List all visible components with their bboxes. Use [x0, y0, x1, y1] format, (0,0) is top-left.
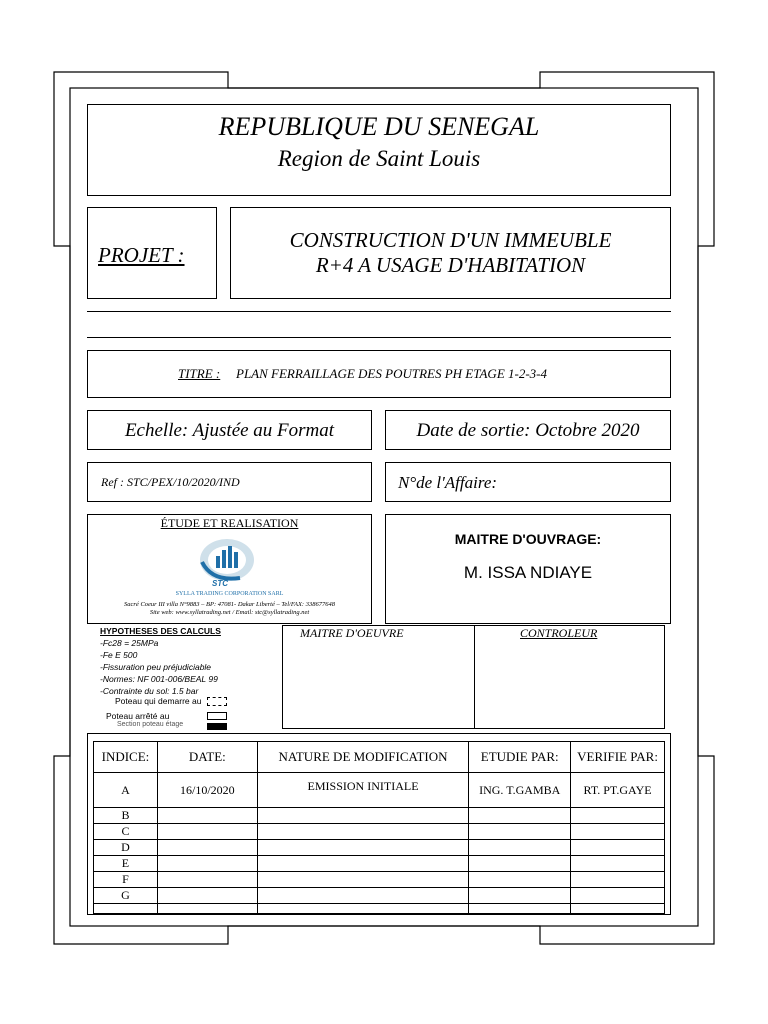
hypotheses-list: [100, 637, 218, 697]
table-row: [94, 904, 665, 914]
cell-indice: F: [94, 872, 158, 888]
release-date: Date de sortie: Octobre 2020: [416, 420, 640, 441]
cell-etudie: ING. T.GAMBA: [469, 773, 571, 808]
table-row: [94, 872, 665, 888]
cell-indice: A: [94, 773, 158, 808]
legend-stop-label: Poteau arrêté au: [106, 711, 170, 721]
header-indice: INDICE:: [94, 742, 158, 773]
hypotheses-heading: HYPOTHESES DES CALCULS: [100, 626, 221, 636]
legend-start-label: Poteau qui demarre au: [115, 696, 202, 706]
reference-text: Ref : STC/PEX/10/2020/IND: [101, 475, 240, 489]
legend-start-symbol: [207, 697, 227, 706]
cell-indice: G: [94, 888, 158, 904]
separator-line: [87, 337, 671, 338]
table-row: [94, 808, 665, 824]
header-verifie: VERIFIE PAR:: [571, 742, 665, 773]
legend-stop-symbol: [207, 712, 227, 720]
hypothesis-item: -Normes: NF 001-006/BEAL 99: [100, 674, 218, 684]
scale-text: Echelle: Ajustée au Format: [124, 420, 335, 441]
owner-heading: MAITRE D'OUVRAGE:: [454, 531, 602, 547]
cell-indice: D: [94, 840, 158, 856]
company-address: Sacré Coeur III villa N°9883 – BP: 47081- Dakar Liberté – Tel/FAX: 338677648: [124, 601, 335, 608]
title-label: TITRE :: [178, 366, 221, 381]
legend-section-symbol: [207, 723, 227, 730]
revisions-table: [93, 741, 665, 914]
hypothesis-item: -Contrainte du sol: 1.5 bar: [100, 686, 199, 696]
separator-line: [87, 311, 671, 312]
etude-heading: ÉTUDE ET REALISATION: [160, 516, 299, 530]
project-label: PROJET :: [98, 243, 185, 267]
region-title: Region de Saint Louis: [277, 146, 481, 171]
header-nature: NATURE DE MODIFICATION: [257, 742, 469, 773]
cell-nature: EMISSION INITIALE: [257, 773, 469, 808]
legend-section-label: Section poteau étage: [117, 721, 184, 728]
maitre-oeuvre-label: MAITRE D'OEUVRE: [300, 626, 404, 640]
cell-verifie: RT. PT.GAYE: [571, 773, 665, 808]
header-date: DATE:: [157, 742, 257, 773]
cell-indice: B: [94, 808, 158, 824]
hypothesis-item: -Fc28 = 25MPa: [100, 638, 159, 648]
cell-indice: C: [94, 824, 158, 840]
country-title: REPUBLIQUE DU SENEGAL: [218, 112, 540, 141]
hypothesis-item: -Fissuration peu préjudiciable: [100, 662, 212, 672]
column-divider: [474, 625, 475, 729]
affaire-label: N°de l'Affaire:: [398, 473, 498, 492]
table-row: [94, 824, 665, 840]
table-row: [94, 856, 665, 872]
cell-indice: E: [94, 856, 158, 872]
company-web: Site web: www.syllatrading.net / Email: stc@syllatrading.net: [149, 609, 310, 616]
controleur-label: CONTROLEUR: [520, 626, 598, 640]
header-etudie: ETUDIE PAR:: [469, 742, 571, 773]
table-row: [94, 773, 665, 808]
logo-text: STC: [212, 579, 228, 588]
hypothesis-item: -Fe E 500: [100, 650, 138, 660]
table-row: [94, 888, 665, 904]
table-row: [94, 840, 665, 856]
company-name: SYLLA TRADING CORPORATION SARL: [175, 591, 284, 597]
cell-date: 16/10/2020: [157, 773, 257, 808]
owner-name: M. ISSA NDIAYE: [463, 563, 593, 582]
project-line-1: CONSTRUCTION D'UN IMMEUBLE: [289, 228, 612, 252]
title-value: PLAN FERRAILLAGE DES POUTRES PH ETAGE 1-2-3-4: [236, 366, 547, 381]
project-line-2: R+4 A USAGE D'HABITATION: [315, 253, 586, 277]
